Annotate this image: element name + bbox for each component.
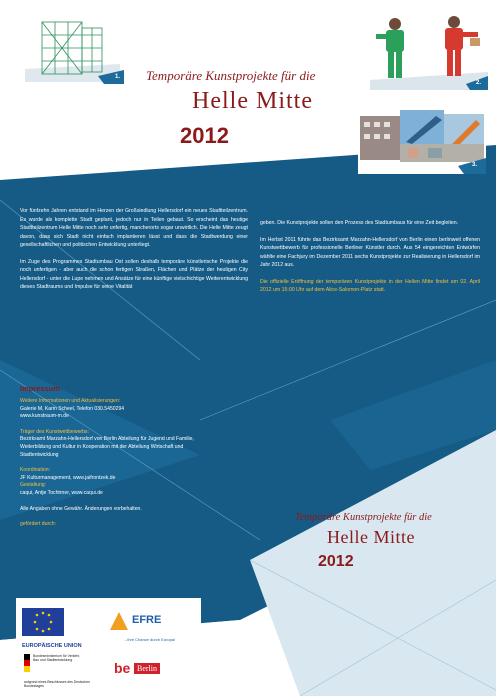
efre-label: EFRE [132,614,162,626]
body-paragraph: Im Zuge des Programmes Stadtumbau Ost sollen deshalb temporäre künstlerische Projekte die noch unfertigen - aber auch die schon fertigen Straßen, Flächen und Plätze der heutigen City Hellersdorf - unter die Lupe nehmen und Ansätze für eine künftige vielschichtige Weiterentwicklung dieses Stadtraums und Impulse für seine Vitalität [20,258,248,290]
image-number-2: 2. [476,80,482,86]
impressum-coord-text: JF Kulturmanagement, www.jaifrontzek.de [20,474,116,481]
impressum-coord-label: Koordination: [20,467,51,474]
impressum-carrier-label: Träger des Kunstwettbewerbs: [20,428,89,435]
impressum-title: Impressum [20,384,61,393]
header-year: 2012 [180,123,229,148]
artwork-image-1 [20,14,125,84]
impressum-info-url[interactable]: www.kunstraum-m.de [20,413,69,420]
impressum-design-label: Gestaltung: [20,482,47,489]
eu-label: EUROPÄISCHE UNION [22,643,82,649]
impressum-info-label: Weitere Informationen und Aktualisierungen: [20,398,121,404]
eu-logo [22,608,92,649]
efre-icon [110,612,128,630]
efre-logo [110,612,195,642]
body-right-column [260,219,480,303]
impressum-design-text: caqui, Antje Tochtrner, www.caqui.de [20,489,103,496]
artwork-image-2 [370,10,488,90]
impressum-carrier-text: Bezirksamt Marzahn-Hellersdorf von Berlin Abteilung für Jugend und Familie, Weiterbildung und Kultur in Kooperation mit der Abteilung Wirtschaft und Stadtentwicklung [20,436,194,458]
berlin-logo [114,660,194,678]
footer-subtitle: Temporäre Kunstprojekte für die [295,512,432,523]
body-paragraph: geben. Die Kunstprojekte sollen den Prozess des Stadtumbaus für eine Zeit begleiten. [260,220,459,226]
impressum-disclaimer: Alle Angaben ohne Gewähr. Änderungen vorbehalten. [20,505,142,512]
sponsor-logos [16,598,201,692]
footer-year: 2012 [318,553,354,570]
impressum-funded-label: gefördert durch: [20,521,56,528]
body-left-column [20,207,248,300]
footer-title: Helle Mitte [327,527,415,547]
impressum-info-text: Galerie M, Karin Scheel, Telefon 030.5450294 [20,405,125,412]
header-title: Helle Mitte [192,88,313,114]
impressum [20,384,220,529]
ministry-label: Bundesministerium für Verkehr, Bau und Stadtentwicklung [33,654,81,662]
body-paragraph: Vor fünfzehn Jahren entstand im Herzen der Großsiedlung Hellersdorf ein neues Stadtteilzentrum. Es wurde als komplette Stadt geplant, jedoch nur in Teilen gebaut. So erscheint das heutige Stadtteilzentrum Helle Mitte noch sehr unfertig, mancherorts sogar unwirtlich. Die Helle Mitte zeugt davon, dass sich Stadt nicht einfach implantieren lässt und dass die Stadtwerdung einer gesellschaftlichen und politischen Entwicklung unterliegt. [20,208,248,248]
artwork-image-3 [358,106,486,174]
berlin-label: Berlin [134,663,160,674]
image-number-1: 1. [115,74,121,80]
body-paragraph: Im Herbst 2011 führte das Bezirksamt Marzahn-Hellersdorf von Berlin einen berlinweit offenen Kunstwettbewerb für professionelle Berliner Künstler durch. Aus 54 eingereichten Entwürfen wählte eine Fachjury im Dezember 2011 sechs Kunstprojekte zur Realisierung in Hellersdorf im Jahr 2012 aus. [260,236,480,268]
header-subtitle: Temporäre Kunstprojekte für die [146,68,316,83]
image-number-3: 3. [472,162,478,168]
efre-subtitle: ...ihre Chance durch Europa! [124,637,176,642]
berlin-be-mark: be [114,660,131,676]
ministry-note: aufgrund eines Beschlusses des Deutschen Bundestages [24,680,90,688]
german-flag-icon [24,654,30,672]
opening-highlight: Die offizielle Eröffnung der temporären Kunstprojekte in der Hellen Mitte findet am 02. April 2012 um 15:00 Uhr auf dem Alice-Salomon-Platz statt. [260,278,480,293]
eu-flag-icon [22,608,64,636]
